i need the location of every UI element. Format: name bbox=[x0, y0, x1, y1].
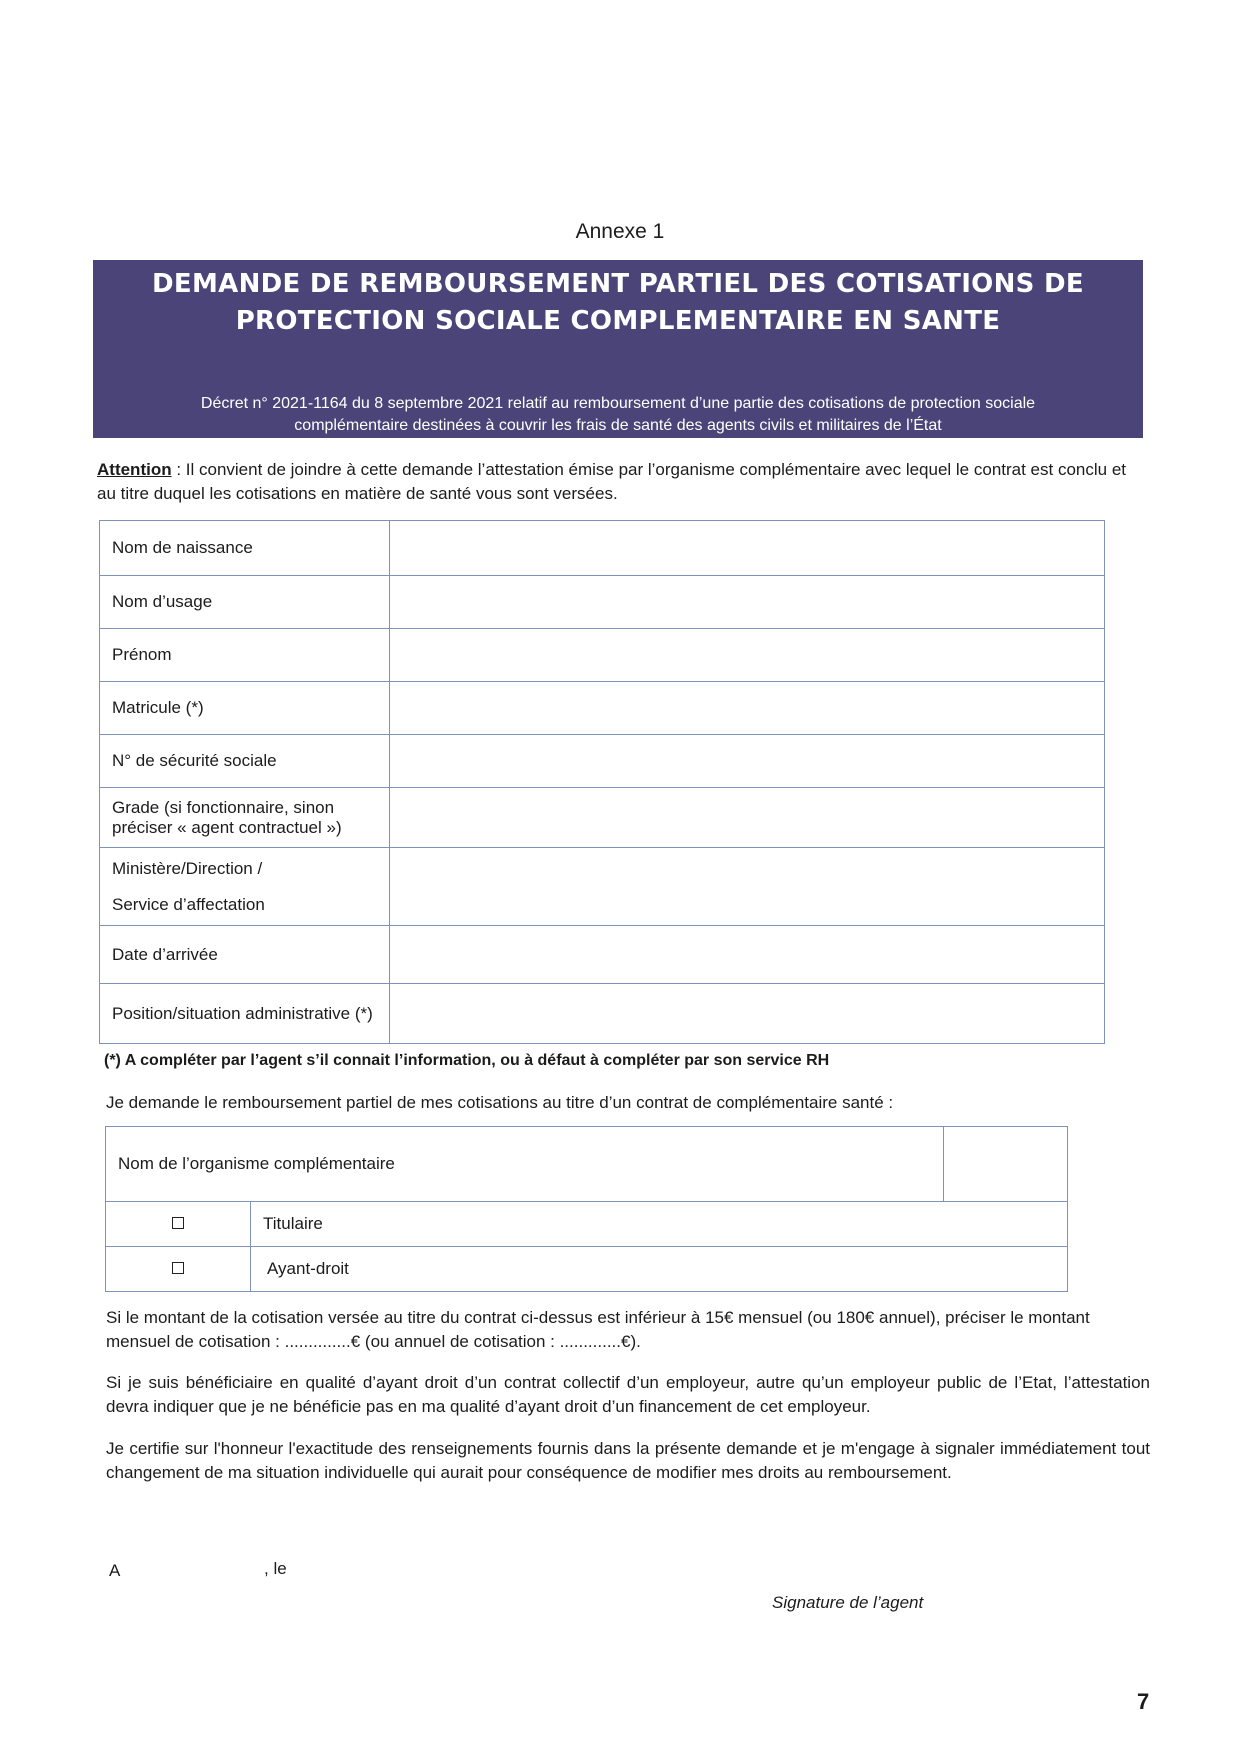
page-number: 7 bbox=[1137, 1689, 1150, 1714]
date-label: , le bbox=[264, 1559, 287, 1578]
table-row bbox=[100, 984, 1105, 1044]
field-input-position[interactable] bbox=[390, 984, 1105, 1044]
field-input-grade[interactable] bbox=[390, 788, 1105, 848]
table-row bbox=[100, 576, 1105, 629]
title-banner bbox=[93, 260, 1143, 438]
option-label-ayant-droit: Ayant-droit bbox=[251, 1247, 1068, 1292]
field-label: Prénom bbox=[100, 629, 390, 682]
checkbox-titulaire[interactable] bbox=[106, 1202, 251, 1247]
checkbox-ayant-droit[interactable] bbox=[106, 1247, 251, 1292]
organisme-table bbox=[105, 1126, 1068, 1292]
certify-paragraph: Je certifie sur l'honneur l'exactitude des renseignements fournis dans la présente demande et je m'engage à signaler immédiatement tout changement de ma situation individuelle qui aurait pour conséquence de modifier mes droits au remboursement. bbox=[106, 1439, 1150, 1482]
request-text: Je demande le remboursement partiel de mes cotisations au titre d’un contrat de complémentaire santé : bbox=[106, 1093, 894, 1112]
table-row bbox=[100, 848, 1105, 926]
field-input-prenom[interactable] bbox=[390, 629, 1105, 682]
table-row bbox=[100, 629, 1105, 682]
table-row bbox=[100, 682, 1105, 735]
amount-paragraph: Si le montant de la cotisation versée au titre du contrat ci-dessus est inférieur à 15€ mensuel (ou 180€ annuel), préciser le montant mensuel de cotisation : ..............€ (ou annuel de cotisation : .............€). bbox=[106, 1308, 1090, 1351]
field-label: Nom de naissance bbox=[100, 521, 390, 576]
field-input-nom-usage[interactable] bbox=[390, 576, 1105, 629]
ayant-droit-paragraph: Si je suis bénéficiaire en qualité d’ayant droit d’un contrat collectif d’un employeur, autre qu’un employeur public de l’Etat, l’attestation devra indiquer que je ne bénéficie pas en ma qualité d’ayant droit d’un financement de cet employeur. bbox=[106, 1373, 1150, 1416]
checkbox-icon[interactable] bbox=[172, 1262, 184, 1274]
form-title-line2: PROTECTION SOCIALE COMPLEMENTAIRE EN SANTE bbox=[235, 306, 1001, 336]
field-label-line2: Service d’affectation bbox=[112, 894, 265, 914]
signature-label: Signature de l’agent bbox=[772, 1593, 924, 1612]
form-title-line1: DEMANDE DE REMBOURSEMENT PARTIEL DES COTISATIONS DE bbox=[152, 269, 1084, 299]
organisme-label: Nom de l’organisme complémentaire bbox=[106, 1127, 944, 1202]
annexe-label: Annexe 1 bbox=[575, 220, 665, 243]
field-label-line1: Ministère/Direction / bbox=[112, 858, 263, 878]
field-label: Nom d’usage bbox=[100, 576, 390, 629]
table-row bbox=[100, 521, 1105, 576]
table-row bbox=[100, 788, 1105, 848]
field-label: Position/situation administrative (*) bbox=[100, 984, 390, 1044]
attention-label: Attention bbox=[97, 460, 172, 479]
identity-table bbox=[99, 520, 1105, 1044]
field-label: N° de sécurité sociale bbox=[100, 735, 390, 788]
form-title bbox=[93, 266, 1143, 340]
field-label: Matricule (*) bbox=[100, 682, 390, 735]
field-input-nom-naissance[interactable] bbox=[390, 521, 1105, 576]
field-input-date-arrivee[interactable] bbox=[390, 926, 1105, 984]
attention-text: : Il convient de joindre à cette demande l’attestation émise par l’organisme complémentaire avec lequel le contrat est conclu et au titre duquel les cotisations en matière de santé vous sont versées. bbox=[97, 460, 1127, 503]
organisme-input[interactable] bbox=[944, 1127, 1068, 1202]
footnote-rh: (*) A compléter par l’agent s’il connait l’information, ou à défaut à compléter par son service RH bbox=[104, 1052, 830, 1069]
option-label-titulaire: Titulaire bbox=[251, 1202, 1068, 1247]
table-row bbox=[106, 1247, 1068, 1292]
field-label: Grade (si fonctionnaire, sinon préciser « agent contractuel ») bbox=[100, 788, 390, 848]
field-input-ministere[interactable] bbox=[390, 848, 1105, 926]
table-row bbox=[106, 1127, 1068, 1202]
attention-notice bbox=[97, 458, 1142, 506]
table-row bbox=[106, 1202, 1068, 1247]
field-label bbox=[100, 848, 390, 926]
field-input-matricule[interactable] bbox=[390, 682, 1105, 735]
table-row bbox=[100, 926, 1105, 984]
field-label: Date d’arrivée bbox=[100, 926, 390, 984]
place-label: A bbox=[109, 1561, 121, 1580]
table-row bbox=[100, 735, 1105, 788]
field-input-securite-sociale[interactable] bbox=[390, 735, 1105, 788]
decree-line1: Décret n° 2021-1164 du 8 septembre 2021 relatif au remboursement d’une partie des cotisations de protection sociale bbox=[200, 395, 1036, 412]
decree-reference bbox=[93, 393, 1143, 437]
decree-line2: complémentaire destinées à couvrir les frais de santé des agents civils et militaires de l’État bbox=[294, 417, 942, 434]
checkbox-icon[interactable] bbox=[172, 1217, 184, 1229]
